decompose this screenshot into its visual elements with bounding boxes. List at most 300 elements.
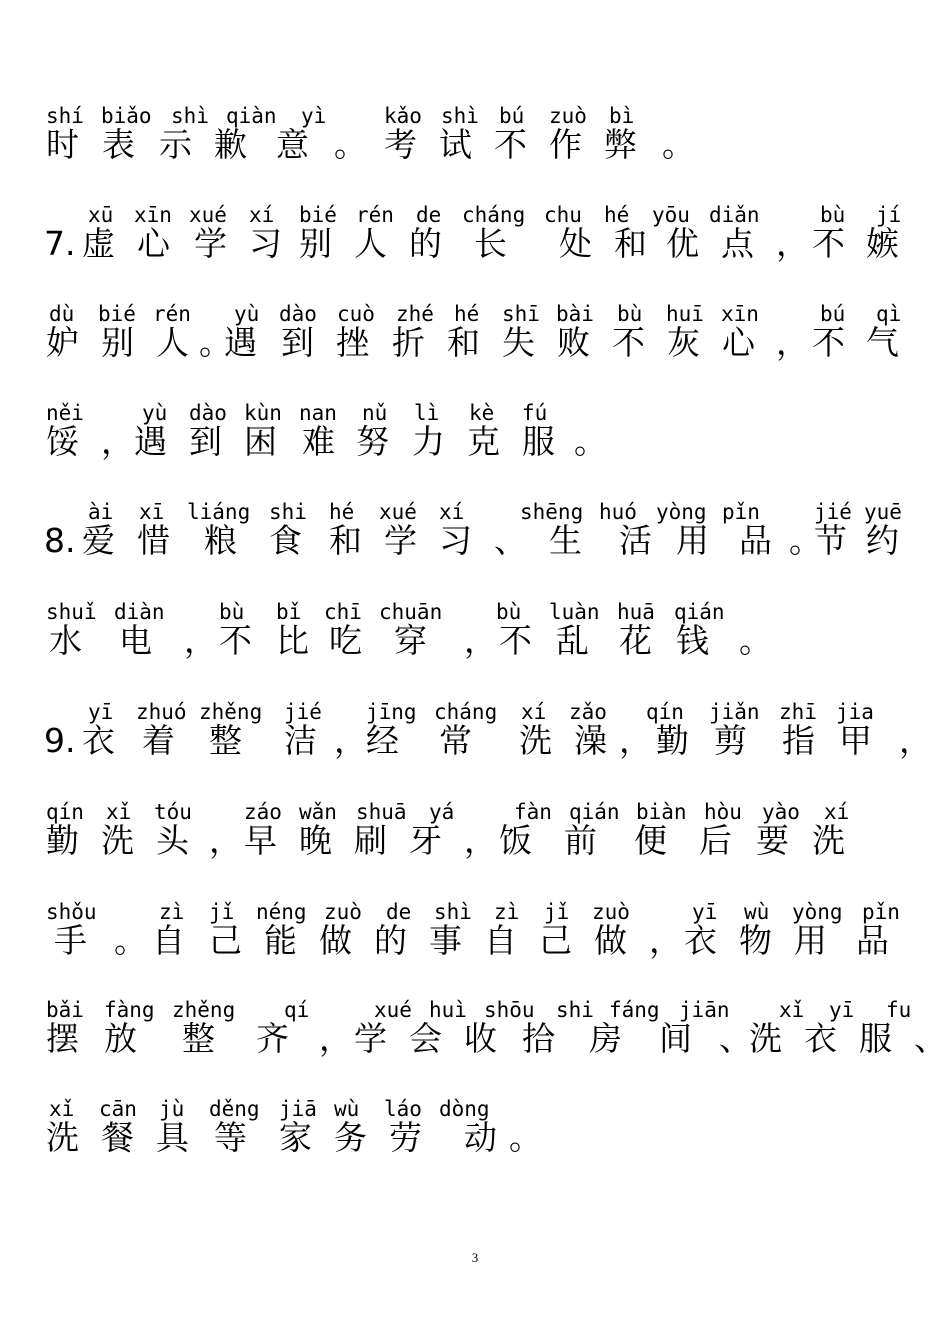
pinyin-syllable: xīn	[721, 302, 759, 326]
hanzi-character: 考	[384, 125, 417, 164]
hanzi-character: ，	[464, 821, 497, 860]
pinyin-syllable: bú	[499, 104, 525, 128]
hanzi-character: ，	[899, 721, 932, 760]
hanzi-character: 吃	[329, 621, 362, 660]
pinyin-syllable: huì	[429, 998, 467, 1022]
hanzi-character: 不	[812, 323, 845, 362]
hanzi-character: 示	[159, 125, 192, 164]
hanzi-character: 嫉	[866, 224, 899, 263]
pinyin-syllable: zì	[159, 900, 185, 924]
hanzi-character: 穿	[394, 621, 427, 660]
pinyin-syllable: xí	[439, 500, 465, 524]
hanzi-character: 拾	[522, 1019, 555, 1058]
hanzi-character: 长	[474, 224, 507, 263]
hanzi-character: 澡	[574, 721, 607, 760]
hanzi-character: 。	[739, 621, 772, 660]
pinyin-syllable: diǎn	[709, 203, 760, 227]
pinyin-syllable: yī	[88, 700, 114, 724]
hanzi-character: 灰	[667, 323, 700, 362]
pinyin-syllable: xí	[521, 700, 547, 724]
hanzi-character: 房	[589, 1019, 622, 1058]
pinyin-syllable: fú	[522, 401, 548, 425]
hanzi-character: 着	[142, 721, 175, 760]
pinyin-syllable: qì	[876, 302, 902, 326]
hanzi-character: 乱	[556, 621, 589, 660]
hanzi-character: 的	[374, 921, 407, 960]
hanzi-character: 摆	[46, 1019, 79, 1058]
pinyin-syllable: yào	[762, 800, 800, 824]
pinyin-syllable: zǎo	[569, 700, 607, 724]
pinyin-syllable: huā	[617, 600, 655, 624]
text-line	[44, 104, 924, 164]
pinyin-syllable: dù	[49, 302, 75, 326]
pinyin-syllable: xué	[379, 500, 417, 524]
hanzi-character: 钱	[676, 621, 709, 660]
pinyin-syllable: cān	[99, 1097, 137, 1121]
hanzi-character: 牙	[409, 821, 442, 860]
pinyin-syllable: biǎo	[101, 104, 152, 128]
hanzi-character: 作	[549, 125, 582, 164]
hanzi-character: 家	[279, 1118, 312, 1157]
pinyin-syllable: chu	[544, 203, 582, 227]
pinyin-syllable: cháng	[434, 700, 498, 724]
text-line	[44, 998, 947, 1058]
hanzi-character: 别	[299, 224, 332, 263]
hanzi-character: 做	[594, 921, 627, 960]
hanzi-character: 用	[794, 921, 827, 960]
pinyin-syllable: hé	[329, 500, 355, 524]
hanzi-character: 间	[659, 1019, 692, 1058]
hanzi-character: ，	[334, 721, 367, 760]
pinyin-syllable: děng	[209, 1097, 260, 1121]
hanzi-character: 、	[914, 1019, 947, 1058]
pinyin-syllable: xǐ	[779, 998, 805, 1022]
hanzi-character: 整	[182, 1019, 215, 1058]
hanzi-character: 头	[156, 821, 189, 860]
hanzi-character: 人	[156, 323, 189, 362]
hanzi-character: 务	[334, 1118, 367, 1157]
hanzi-character: 做	[319, 921, 352, 960]
hanzi-character: ，	[209, 821, 242, 860]
hanzi-character: 。	[574, 422, 607, 461]
hanzi-character: 勤	[656, 721, 689, 760]
hanzi-character: 指	[782, 721, 815, 760]
hanzi-character: 电	[119, 621, 152, 660]
hanzi-character: 花	[619, 621, 652, 660]
pinyin-syllable: diàn	[114, 600, 165, 624]
hanzi-character: 能	[264, 921, 297, 960]
pinyin-syllable: xí	[824, 800, 850, 824]
pinyin-syllable: jié	[284, 700, 322, 724]
pinyin-syllable: shi	[269, 500, 307, 524]
hanzi-character: 经	[366, 721, 399, 760]
hanzi-character: 优	[666, 224, 699, 263]
hanzi-character: 败	[557, 323, 590, 362]
hanzi-character: 后	[699, 821, 732, 860]
pinyin-syllable: yuē	[864, 500, 902, 524]
pinyin-syllable: bù	[219, 600, 245, 624]
hanzi-character: ，	[101, 422, 134, 461]
hanzi-character: 手	[54, 921, 87, 960]
pinyin-syllable: xí	[249, 203, 275, 227]
pinyin-syllable: qín	[646, 700, 684, 724]
pinyin-syllable: láo	[384, 1097, 422, 1121]
hanzi-character: 学	[354, 1019, 387, 1058]
hanzi-character: 和	[447, 323, 480, 362]
hanzi-character: 约	[866, 521, 899, 560]
pinyin-syllable: zuò	[324, 900, 362, 924]
text-line	[44, 1097, 924, 1157]
pinyin-syllable: shī	[502, 302, 540, 326]
hanzi-character: 。	[114, 921, 147, 960]
pinyin-syllable: bù	[820, 203, 846, 227]
pinyin-syllable: nǔ	[362, 401, 388, 425]
text-line	[44, 900, 924, 960]
hanzi-character: 晚	[299, 821, 332, 860]
hanzi-character: 折	[392, 323, 425, 362]
text-line	[44, 401, 924, 461]
hanzi-character: ，	[319, 1019, 352, 1058]
hanzi-character: 便	[634, 821, 667, 860]
pinyin-syllable: wù	[334, 1097, 360, 1121]
pinyin-syllable: chuān	[379, 600, 443, 624]
hanzi-character: 放	[104, 1019, 137, 1058]
hanzi-character: 习	[249, 224, 282, 263]
pinyin-syllable: xǐ	[49, 1097, 75, 1121]
hanzi-character: 生	[549, 521, 582, 560]
hanzi-character: 人	[354, 224, 387, 263]
pinyin-syllable: biàn	[636, 800, 687, 824]
hanzi-character: ，	[649, 921, 682, 960]
hanzi-character: 。	[199, 323, 232, 362]
pinyin-syllable: yī	[692, 900, 718, 924]
pinyin-syllable: chī	[324, 600, 362, 624]
pinyin-syllable: yòng	[792, 900, 843, 924]
hanzi-character: 7.	[44, 224, 76, 263]
hanzi-character: 困	[244, 422, 277, 461]
hanzi-character: 和	[329, 521, 362, 560]
pinyin-syllable: lì	[414, 401, 440, 425]
pinyin-syllable: dào	[189, 401, 227, 425]
pinyin-syllable: pǐn	[862, 900, 900, 924]
hanzi-character: 整	[209, 721, 242, 760]
hanzi-character: 。	[334, 125, 367, 164]
pinyin-syllable: shuā	[356, 800, 407, 824]
pinyin-syllable: jia	[836, 700, 874, 724]
text-line	[44, 800, 924, 860]
hanzi-character: 8.	[44, 521, 76, 560]
pinyin-syllable: bié	[98, 302, 136, 326]
pinyin-syllable: xué	[189, 203, 227, 227]
hanzi-character: 等	[214, 1118, 247, 1157]
pinyin-syllable: pǐn	[722, 500, 760, 524]
hanzi-character: 服	[522, 422, 555, 461]
pinyin-syllable: yá	[429, 800, 455, 824]
hanzi-character: 点	[721, 224, 754, 263]
pinyin-syllable: fàng	[104, 998, 155, 1022]
pinyin-syllable: fáng	[609, 998, 660, 1022]
pinyin-syllable: cháng	[462, 203, 526, 227]
pinyin-syllable: zhuó	[136, 700, 187, 724]
pinyin-syllable: hòu	[704, 800, 742, 824]
hanzi-character: 学	[194, 224, 227, 263]
hanzi-character: 失	[502, 323, 535, 362]
pinyin-syllable: záo	[244, 800, 282, 824]
hanzi-character: 食	[269, 521, 302, 560]
hanzi-character: 。	[509, 1118, 542, 1157]
text-line	[44, 700, 932, 760]
pinyin-syllable: shì	[434, 900, 472, 924]
pinyin-syllable: de	[416, 203, 442, 227]
hanzi-character: 不	[494, 125, 527, 164]
hanzi-character: 洗	[749, 1019, 782, 1058]
hanzi-character: 到	[189, 422, 222, 461]
hanzi-character: 别	[101, 323, 134, 362]
hanzi-character: 洁	[284, 721, 317, 760]
hanzi-character: 衣	[684, 921, 717, 960]
hanzi-character: ，	[184, 621, 217, 660]
pinyin-syllable: jǐ	[209, 900, 235, 924]
hanzi-character: 学	[384, 521, 417, 560]
pinyin-syllable: rén	[356, 203, 394, 227]
pinyin-syllable: shi	[556, 998, 594, 1022]
hanzi-character: ，	[776, 323, 809, 362]
hanzi-character: ，	[776, 224, 809, 263]
hanzi-character: 勤	[46, 821, 79, 860]
pinyin-syllable: bì	[609, 104, 635, 128]
hanzi-character: 心	[137, 224, 170, 263]
pinyin-syllable: néng	[256, 900, 307, 924]
hanzi-character: 自	[152, 921, 185, 960]
hanzi-character: ，	[464, 621, 497, 660]
hanzi-character: 时	[46, 125, 79, 164]
pinyin-syllable: de	[386, 900, 412, 924]
hanzi-character: 洗	[519, 721, 552, 760]
hanzi-character: 前	[564, 821, 597, 860]
hanzi-character: 活	[619, 521, 652, 560]
pinyin-syllable: wù	[744, 900, 770, 924]
hanzi-character: 。	[662, 125, 695, 164]
pinyin-syllable: bài	[556, 302, 594, 326]
pinyin-syllable: shì	[441, 104, 479, 128]
pinyin-syllable: yù	[142, 401, 168, 425]
hanzi-character: 劳	[389, 1118, 422, 1157]
pinyin-syllable: yòng	[656, 500, 707, 524]
hanzi-character: 常	[439, 721, 472, 760]
pinyin-syllable: zhé	[396, 302, 434, 326]
pinyin-syllable: jǐ	[544, 900, 570, 924]
pinyin-syllable: xī	[139, 500, 165, 524]
hanzi-character: 歉	[214, 125, 247, 164]
pinyin-syllable: xǐ	[106, 800, 132, 824]
pinyin-syllable: bié	[299, 203, 337, 227]
hanzi-character: 意	[276, 125, 309, 164]
hanzi-character: 力	[412, 422, 445, 461]
pinyin-syllable: qín	[46, 800, 84, 824]
pinyin-syllable: cuò	[337, 302, 375, 326]
hanzi-character: 和	[614, 224, 647, 263]
pinyin-syllable: zuò	[592, 900, 630, 924]
hanzi-character: 早	[244, 821, 277, 860]
text-line	[44, 600, 924, 660]
hanzi-character: 己	[539, 921, 572, 960]
hanzi-character: 甲	[839, 721, 872, 760]
hanzi-character: 己	[209, 921, 242, 960]
pinyin-syllable: jiā	[279, 1097, 317, 1121]
pinyin-syllable: kè	[469, 401, 495, 425]
pinyin-syllable: hé	[454, 302, 480, 326]
pinyin-syllable: jié	[814, 500, 852, 524]
hanzi-character: 餐	[101, 1118, 134, 1157]
pinyin-syllable: luàn	[549, 600, 600, 624]
hanzi-character: 习	[439, 521, 472, 560]
hanzi-character: 品	[856, 921, 889, 960]
hanzi-character: 动	[464, 1118, 497, 1157]
pinyin-syllable: něi	[46, 401, 84, 425]
pinyin-syllable: zhī	[779, 700, 817, 724]
hanzi-character: 饭	[499, 821, 532, 860]
pinyin-syllable: bù	[496, 600, 522, 624]
hanzi-character: 9.	[44, 721, 76, 760]
hanzi-character: 刷	[354, 821, 387, 860]
pinyin-syllable: shōu	[484, 998, 535, 1022]
pinyin-syllable: dòng	[439, 1097, 490, 1121]
pinyin-syllable: jiǎn	[709, 700, 760, 724]
pinyin-syllable: zì	[494, 900, 520, 924]
hanzi-character: 不	[612, 323, 645, 362]
pinyin-syllable: qiàn	[226, 104, 277, 128]
pinyin-syllable: liáng	[187, 500, 251, 524]
pinyin-syllable: bǎi	[46, 998, 84, 1022]
hanzi-character: 齐	[256, 1019, 289, 1058]
hanzi-character: 洗	[101, 821, 134, 860]
pinyin-syllable: xué	[374, 998, 412, 1022]
hanzi-character: 事	[429, 921, 462, 960]
hanzi-character: 要	[756, 821, 789, 860]
pinyin-syllable: xū	[88, 203, 114, 227]
hanzi-character: 遇	[224, 323, 257, 362]
hanzi-character: 服	[859, 1019, 892, 1058]
hanzi-character: 收	[464, 1019, 497, 1058]
hanzi-character: 难	[302, 422, 335, 461]
pinyin-syllable: shì	[171, 104, 209, 128]
text-line	[44, 302, 924, 362]
hanzi-character: 衣	[804, 1019, 837, 1058]
pinyin-syllable: yù	[234, 302, 260, 326]
text-line	[44, 203, 924, 263]
hanzi-character: 弊	[604, 125, 637, 164]
pinyin-syllable: ài	[88, 500, 114, 524]
hanzi-character: ，	[619, 721, 652, 760]
pinyin-syllable: yī	[829, 998, 855, 1022]
hanzi-character: 不	[499, 621, 532, 660]
hanzi-character: 、	[719, 1019, 752, 1058]
hanzi-character: 处	[559, 224, 592, 263]
hanzi-character: 洗	[46, 1118, 79, 1157]
pinyin-syllable: fu	[886, 998, 912, 1022]
hanzi-character: 会	[409, 1019, 442, 1058]
pinyin-syllable: jí	[876, 203, 902, 227]
pinyin-syllable: bǐ	[276, 600, 302, 624]
pinyin-syllable: kùn	[244, 401, 282, 425]
pinyin-syllable: fàn	[514, 800, 552, 824]
hanzi-character: 节	[814, 521, 847, 560]
hanzi-character: 水	[49, 621, 82, 660]
hanzi-character: 自	[484, 921, 517, 960]
hanzi-character: 努	[356, 422, 389, 461]
pinyin-syllable: bù	[617, 302, 643, 326]
text-line	[44, 500, 924, 560]
hanzi-character: 品	[739, 521, 772, 560]
hanzi-character: 粮	[204, 521, 237, 560]
pinyin-syllable: qí	[284, 998, 310, 1022]
hanzi-character: 剪	[714, 721, 747, 760]
hanzi-character: 用	[676, 521, 709, 560]
hanzi-character: 心	[722, 323, 755, 362]
hanzi-character: 惜	[137, 521, 170, 560]
hanzi-character: 妒	[46, 323, 79, 362]
pinyin-syllable: shuǐ	[46, 600, 97, 624]
hanzi-character: 洗	[812, 821, 845, 860]
pinyin-syllable: bú	[820, 302, 846, 326]
pinyin-syllable: huī	[666, 302, 704, 326]
pinyin-syllable: qián	[674, 600, 725, 624]
pinyin-syllable: jīng	[366, 700, 417, 724]
hanzi-character: 表	[102, 125, 135, 164]
hanzi-character: 挫	[336, 323, 369, 362]
hanzi-character: 虚	[82, 224, 115, 263]
pinyin-syllable: dào	[279, 302, 317, 326]
hanzi-character: 爱	[82, 521, 115, 560]
hanzi-character: 气	[866, 323, 899, 362]
pinyin-syllable: shí	[46, 104, 84, 128]
pinyin-syllable: yì	[301, 104, 327, 128]
pinyin-syllable: zhěng	[172, 998, 236, 1022]
pinyin-syllable: jù	[159, 1097, 185, 1121]
hanzi-character: 衣	[82, 721, 115, 760]
hanzi-character: 比	[276, 621, 309, 660]
hanzi-character: 克	[467, 422, 500, 461]
pinyin-syllable: zuò	[549, 104, 587, 128]
pinyin-syllable: rén	[153, 302, 191, 326]
hanzi-character: 、	[494, 521, 527, 560]
hanzi-character: 物	[739, 921, 772, 960]
hanzi-character: 具	[156, 1118, 189, 1157]
pinyin-syllable: zhěng	[199, 700, 263, 724]
pinyin-syllable: tóu	[154, 800, 192, 824]
pinyin-syllable: yōu	[652, 203, 690, 227]
pinyin-syllable: kǎo	[384, 104, 422, 128]
hanzi-character: 。	[789, 521, 822, 560]
hanzi-character: 的	[409, 224, 442, 263]
pinyin-syllable: hé	[604, 203, 630, 227]
pinyin-syllable: nan	[299, 401, 337, 425]
hanzi-character: 不	[812, 224, 845, 263]
pinyin-syllable: shēng	[520, 500, 584, 524]
pinyin-syllable: xīn	[134, 203, 172, 227]
hanzi-character: 馁	[46, 422, 79, 461]
pinyin-syllable: wǎn	[299, 800, 337, 824]
pinyin-syllable: shǒu	[46, 900, 97, 924]
hanzi-character: 不	[219, 621, 252, 660]
hanzi-character: 到	[281, 323, 314, 362]
page-number: 3	[471, 1250, 479, 1265]
pinyin-syllable: huó	[599, 500, 637, 524]
hanzi-character: 遇	[134, 422, 167, 461]
pinyin-syllable: qián	[569, 800, 620, 824]
hanzi-character: 试	[439, 125, 472, 164]
pinyin-syllable: jiān	[679, 998, 730, 1022]
